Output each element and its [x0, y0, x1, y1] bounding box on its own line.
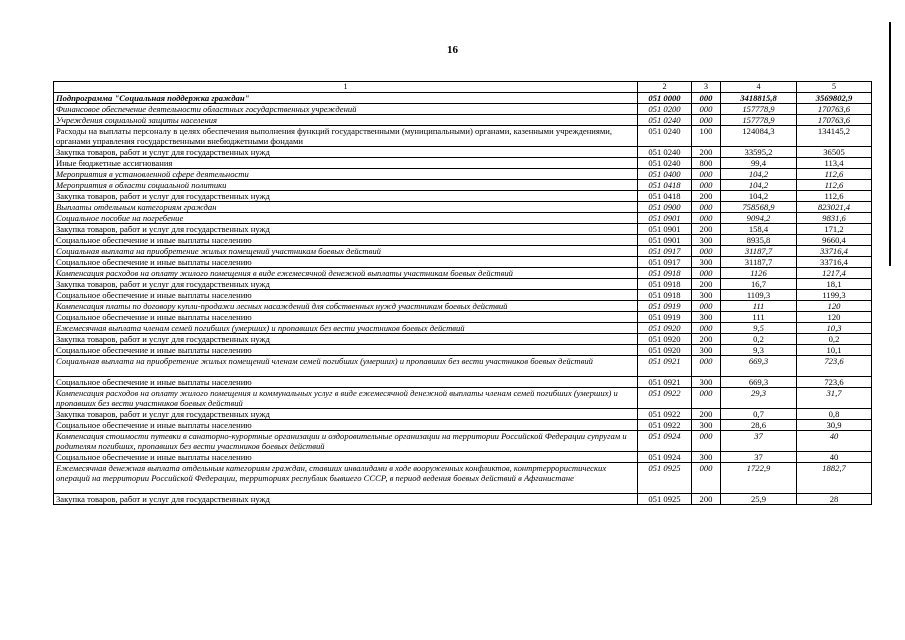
row-name-cell: Закупка товаров, работ и услуг для государственных нужд	[54, 279, 638, 290]
row-type-cell: 000	[692, 202, 721, 213]
row-value-2015-cell: 0,2	[797, 334, 872, 345]
row-type-cell: 200	[692, 279, 721, 290]
row-code-cell: 051 0901	[638, 235, 692, 246]
row-value-2014-cell: 29,3	[721, 388, 797, 409]
row-value-2014-cell: 0,7	[721, 409, 797, 420]
row-code-cell: 051 0240	[638, 147, 692, 158]
table-row	[54, 301, 872, 312]
row-value-2014-cell: 104,2	[721, 180, 797, 191]
row-type-cell: 200	[692, 494, 721, 505]
row-value-2014-cell: 28,6	[721, 420, 797, 431]
table-row	[54, 158, 872, 169]
row-value-2015-cell: 1217,4	[797, 268, 872, 279]
table-row	[54, 452, 872, 463]
row-type-cell: 300	[692, 235, 721, 246]
row-value-2014-cell: 104,2	[721, 169, 797, 180]
budget-table	[53, 81, 872, 505]
scan-edge-line	[889, 22, 891, 266]
row-type-cell: 000	[692, 93, 721, 104]
row-type-cell: 300	[692, 345, 721, 356]
row-name-cell: Социальное обеспечение и иные выплаты населению	[54, 377, 638, 388]
row-name-cell: Компенсация платы по договору купли-продажи лесных насаждений для собственных нужд участникам боевых действий	[54, 301, 638, 312]
row-code-cell: 051 0922	[638, 409, 692, 420]
table-row	[54, 312, 872, 323]
row-value-2015-cell: 120	[797, 301, 872, 312]
row-name-cell: Закупка товаров, работ и услуг для государственных нужд	[54, 224, 638, 235]
row-name-cell: Мероприятия в установленной сфере деятельности	[54, 169, 638, 180]
row-value-2015-cell: 113,4	[797, 158, 872, 169]
row-value-2015-cell: 120	[797, 312, 872, 323]
row-value-2014-cell: 9,5	[721, 323, 797, 334]
row-value-2014-cell: 111	[721, 312, 797, 323]
row-code-cell: 051 0925	[638, 494, 692, 505]
table-row	[54, 93, 872, 104]
row-value-2015-cell: 30,9	[797, 420, 872, 431]
table-row	[54, 126, 872, 147]
table-row	[54, 147, 872, 158]
row-code-cell: 051 0240	[638, 126, 692, 147]
row-name-cell: Компенсация расходов на оплату жилого помещения и коммунальных услуг в виде ежемесячной денежной выплаты членам семей погибших (умерших) и пропавших без вести участников боевых действий	[54, 388, 638, 409]
row-type-cell: 200	[692, 147, 721, 158]
row-type-cell: 000	[692, 246, 721, 257]
row-code-cell: 051 0200	[638, 104, 692, 115]
header-cell: 1	[54, 82, 638, 93]
table-row	[54, 388, 872, 409]
row-value-2014-cell: 31187,7	[721, 257, 797, 268]
row-value-2014-cell: 104,2	[721, 191, 797, 202]
row-value-2015-cell: 10,1	[797, 345, 872, 356]
row-value-2015-cell: 33716,4	[797, 257, 872, 268]
table-row	[54, 235, 872, 246]
table-row	[54, 180, 872, 191]
row-code-cell: 051 0920	[638, 334, 692, 345]
row-value-2014-cell: 0,2	[721, 334, 797, 345]
table-row	[54, 191, 872, 202]
row-value-2015-cell: 9660,4	[797, 235, 872, 246]
row-value-2014-cell: 158,4	[721, 224, 797, 235]
row-value-2015-cell: 112,6	[797, 191, 872, 202]
page-number: 16	[447, 44, 458, 56]
table-row	[54, 494, 872, 505]
row-name-cell: Мероприятия в области социальной политики	[54, 180, 638, 191]
row-type-cell: 000	[692, 169, 721, 180]
row-name-cell: Социальное обеспечение и иные выплаты населению	[54, 312, 638, 323]
row-value-2015-cell: 171,2	[797, 224, 872, 235]
row-value-2014-cell: 758568,9	[721, 202, 797, 213]
row-type-cell: 000	[692, 180, 721, 191]
table-row	[54, 246, 872, 257]
table-row	[54, 268, 872, 279]
row-name-cell: Закупка товаров, работ и услуг для государственных нужд	[54, 147, 638, 158]
row-value-2015-cell: 18,1	[797, 279, 872, 290]
row-code-cell: 051 0918	[638, 279, 692, 290]
table-row	[54, 290, 872, 301]
row-type-cell: 000	[692, 463, 721, 494]
row-value-2014-cell: 8935,8	[721, 235, 797, 246]
row-value-2014-cell: 99,4	[721, 158, 797, 169]
row-value-2015-cell: 1199,3	[797, 290, 872, 301]
table-row	[54, 420, 872, 431]
row-code-cell: 051 0240	[638, 158, 692, 169]
row-value-2015-cell: 134145,2	[797, 126, 872, 147]
table-row	[54, 202, 872, 213]
row-value-2015-cell: 1882,7	[797, 463, 872, 494]
row-value-2015-cell: 28	[797, 494, 872, 505]
header-cell: 5	[797, 82, 872, 93]
row-code-cell: 051 0925	[638, 463, 692, 494]
row-name-cell: Иные бюджетные ассигнования	[54, 158, 638, 169]
row-code-cell: 051 0924	[638, 431, 692, 452]
row-code-cell: 051 0240	[638, 115, 692, 126]
table-row	[54, 213, 872, 224]
row-type-cell: 300	[692, 420, 721, 431]
row-type-cell: 200	[692, 409, 721, 420]
table-row	[54, 224, 872, 235]
row-code-cell: 051 0918	[638, 268, 692, 279]
row-value-2015-cell: 3569802,9	[797, 93, 872, 104]
row-name-cell: Подпрограмма "Социальная поддержка граждан"	[54, 93, 638, 104]
row-name-cell: Социальное обеспечение и иные выплаты населению	[54, 290, 638, 301]
row-code-cell: 051 0922	[638, 388, 692, 409]
row-code-cell: 051 0919	[638, 301, 692, 312]
table-row	[54, 431, 872, 452]
row-name-cell: Ежемесячная выплата членам семей погибших (умерших) и пропавших без вести участников боевых действий	[54, 323, 638, 334]
row-type-cell: 000	[692, 431, 721, 452]
row-value-2015-cell: 723,6	[797, 377, 872, 388]
row-type-cell: 000	[692, 356, 721, 377]
row-value-2014-cell: 157778,9	[721, 104, 797, 115]
row-type-cell: 100	[692, 126, 721, 147]
table-row	[54, 323, 872, 334]
table-row	[54, 334, 872, 345]
row-code-cell: 051 0400	[638, 169, 692, 180]
row-code-cell: 051 0917	[638, 246, 692, 257]
row-code-cell: 051 0900	[638, 202, 692, 213]
row-value-2015-cell: 170763,6	[797, 104, 872, 115]
row-value-2014-cell: 31187,7	[721, 246, 797, 257]
header-cell: 2	[638, 82, 692, 93]
row-type-cell: 000	[692, 104, 721, 115]
table-row	[54, 115, 872, 126]
row-type-cell: 200	[692, 191, 721, 202]
row-name-cell: Компенсация стоимости путевки в санаторно-курортные организации и оздоровительные организации на территории Российской Федерации супругам и родителям погибших, пропавших без вести участников боевых действий	[54, 431, 638, 452]
row-value-2015-cell: 31,7	[797, 388, 872, 409]
table-row	[54, 169, 872, 180]
row-name-cell: Социальное обеспечение и иные выплаты населению	[54, 420, 638, 431]
row-type-cell: 000	[692, 268, 721, 279]
row-code-cell: 051 0901	[638, 213, 692, 224]
row-name-cell: Социальное обеспечение и иные выплаты населению	[54, 235, 638, 246]
row-value-2014-cell: 111	[721, 301, 797, 312]
row-value-2015-cell: 170763,6	[797, 115, 872, 126]
table-row	[54, 257, 872, 268]
row-value-2015-cell: 112,6	[797, 180, 872, 191]
row-code-cell: 051 0901	[638, 224, 692, 235]
row-name-cell: Ежемесячная денежная выплата отдельным категориям граждан, ставших инвалидами в ходе вооруженных конфликтов, контртеррористических операций на территории Российской Федерации, территориях республик бывшего СССР, в период ведения боевых действий в Афганистане	[54, 463, 638, 494]
row-type-cell: 000	[692, 213, 721, 224]
row-name-cell: Финансовое обеспечение деятельности областных государственных учреждений	[54, 104, 638, 115]
row-value-2015-cell: 723,6	[797, 356, 872, 377]
row-name-cell: Закупка товаров, работ и услуг для государственных нужд	[54, 334, 638, 345]
row-code-cell: 051 0418	[638, 191, 692, 202]
row-value-2015-cell: 112,6	[797, 169, 872, 180]
row-name-cell: Социальное обеспечение и иные выплаты населению	[54, 345, 638, 356]
header-cell: 4	[721, 82, 797, 93]
row-value-2014-cell: 25,9	[721, 494, 797, 505]
row-value-2014-cell: 669,3	[721, 377, 797, 388]
row-type-cell: 200	[692, 334, 721, 345]
row-value-2015-cell: 0,8	[797, 409, 872, 420]
row-value-2014-cell: 1126	[721, 268, 797, 279]
row-code-cell: 051 0917	[638, 257, 692, 268]
row-type-cell: 000	[692, 301, 721, 312]
row-value-2014-cell: 9,3	[721, 345, 797, 356]
row-value-2015-cell: 823021,4	[797, 202, 872, 213]
row-value-2015-cell: 36505	[797, 147, 872, 158]
row-value-2014-cell: 37	[721, 452, 797, 463]
row-code-cell: 051 0000	[638, 93, 692, 104]
row-type-cell: 300	[692, 290, 721, 301]
row-value-2014-cell: 9094,2	[721, 213, 797, 224]
row-type-cell: 300	[692, 377, 721, 388]
row-value-2014-cell: 16,7	[721, 279, 797, 290]
row-name-cell: Закупка товаров, работ и услуг для государственных нужд	[54, 494, 638, 505]
row-code-cell: 051 0921	[638, 356, 692, 377]
row-value-2015-cell: 40	[797, 452, 872, 463]
row-value-2015-cell: 40	[797, 431, 872, 452]
row-type-cell: 000	[692, 323, 721, 334]
table-row	[54, 345, 872, 356]
header-cell: 3	[692, 82, 721, 93]
row-code-cell: 051 0922	[638, 420, 692, 431]
row-value-2014-cell: 124084,3	[721, 126, 797, 147]
row-name-cell: Расходы на выплаты персоналу в целях обеспечения выполнения функций государственными (муниципальными) органами, казенными учреждениями, органами управления государственными внебюджетными фондами	[54, 126, 638, 147]
row-value-2014-cell: 1109,3	[721, 290, 797, 301]
row-name-cell: Социальное обеспечение и иные выплаты населению	[54, 257, 638, 268]
row-value-2015-cell: 10,3	[797, 323, 872, 334]
table-row	[54, 279, 872, 290]
table-row	[54, 409, 872, 420]
table-row	[54, 356, 872, 377]
row-name-cell: Социальная выплата на приобретение жилых помещений участникам боевых действий	[54, 246, 638, 257]
row-type-cell: 300	[692, 257, 721, 268]
row-value-2014-cell: 669,3	[721, 356, 797, 377]
row-code-cell: 051 0920	[638, 345, 692, 356]
row-type-cell: 800	[692, 158, 721, 169]
table-row	[54, 104, 872, 115]
row-name-cell: Социальное пособие на погребение	[54, 213, 638, 224]
row-code-cell: 051 0920	[638, 323, 692, 334]
row-value-2015-cell: 9831,6	[797, 213, 872, 224]
row-name-cell: Выплаты отдельным категориям граждан	[54, 202, 638, 213]
table-header-row	[54, 82, 872, 93]
row-name-cell: Социальное обеспечение и иные выплаты населению	[54, 452, 638, 463]
row-code-cell: 051 0924	[638, 452, 692, 463]
row-code-cell: 051 0921	[638, 377, 692, 388]
row-code-cell: 051 0918	[638, 290, 692, 301]
row-value-2014-cell: 3418815,8	[721, 93, 797, 104]
row-type-cell: 200	[692, 224, 721, 235]
row-name-cell: Учреждения социальной защиты населения	[54, 115, 638, 126]
table-row	[54, 463, 872, 494]
row-code-cell: 051 0919	[638, 312, 692, 323]
row-type-cell: 000	[692, 388, 721, 409]
row-name-cell: Закупка товаров, работ и услуг для государственных нужд	[54, 409, 638, 420]
row-type-cell: 300	[692, 452, 721, 463]
row-value-2014-cell: 157778,9	[721, 115, 797, 126]
row-name-cell: Компенсация расходов на оплату жилого помещения в виде ежемесячной денежной выплаты участникам боевых действий	[54, 268, 638, 279]
row-name-cell: Закупка товаров, работ и услуг для государственных нужд	[54, 191, 638, 202]
table-row	[54, 377, 872, 388]
row-value-2015-cell: 33716,4	[797, 246, 872, 257]
row-type-cell: 300	[692, 312, 721, 323]
row-name-cell: Социальная выплата на приобретение жилых помещений членам семей погибших (умерших) и пропавших без вести участников боевых действий	[54, 356, 638, 377]
row-value-2014-cell: 1722,9	[721, 463, 797, 494]
row-type-cell: 000	[692, 115, 721, 126]
row-value-2014-cell: 33595,2	[721, 147, 797, 158]
row-value-2014-cell: 37	[721, 431, 797, 452]
row-code-cell: 051 0418	[638, 180, 692, 191]
